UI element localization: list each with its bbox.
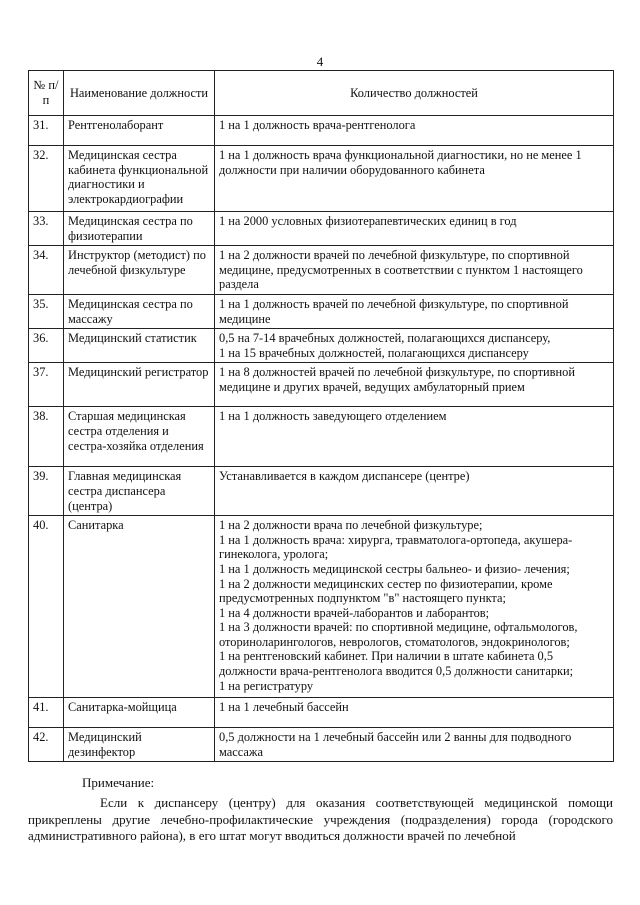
row-number: 40. xyxy=(29,516,64,698)
quantity-line: 1 на 1 должность врача-рентгенолога xyxy=(219,118,416,132)
header-num: № п/п xyxy=(29,71,64,116)
position-name: Рентгенолаборант xyxy=(64,116,215,146)
table-row xyxy=(29,407,614,467)
quantity-line: 1 на 1 должность медицинской сестры бальнео- и физио- лечения; xyxy=(219,561,570,576)
quantity-line: 1 на 4 должности врачей-лаборантов и лаборантов; xyxy=(219,605,490,620)
position-name: Медицинская сестра по физиотерапии xyxy=(64,212,215,246)
position-name: Старшая медицинская сестра отделения и сестра-хозяйка отделения xyxy=(64,407,215,467)
position-quantity xyxy=(215,407,614,467)
table-row xyxy=(29,294,614,328)
quantity-line: 1 на 2 должности врачей по лечебной физкультуре, по спортивной медицине, предусмотренных в соответствии с пунктом 1 настоящего раздела xyxy=(219,248,583,292)
position-name: Санитарка xyxy=(64,516,215,698)
quantity-line: 1 на 8 должностей врачей по лечебной физкультуре, по спортивной медицине и других врачей, ведущих амбулаторный прием xyxy=(219,365,575,394)
position-quantity xyxy=(215,698,614,728)
position-name: Главная медицинская сестра диспансера (центра) xyxy=(64,467,215,516)
position-name: Медицинский статистик xyxy=(64,329,215,363)
position-name: Санитарка-мойщица xyxy=(64,698,215,728)
position-quantity xyxy=(215,246,614,295)
row-number: 32. xyxy=(29,146,64,212)
position-quantity xyxy=(215,467,614,516)
position-name: Медицинская сестра кабинета функциональной диагностики и электрокардиографии xyxy=(64,146,215,212)
row-number: 38. xyxy=(29,407,64,467)
position-quantity xyxy=(215,728,614,762)
row-number: 31. xyxy=(29,116,64,146)
row-number: 33. xyxy=(29,212,64,246)
quantity-line: 0,5 на 7-14 врачебных должностей, полагающихся диспансеру, xyxy=(219,331,551,346)
position-quantity xyxy=(215,363,614,407)
row-number: 35. xyxy=(29,294,64,328)
table-row xyxy=(29,329,614,363)
table-row xyxy=(29,363,614,407)
position-name: Медицинская сестра по массажу xyxy=(64,294,215,328)
position-quantity xyxy=(215,146,614,212)
table-row xyxy=(29,212,614,246)
quantity-line: 1 на 2 должности медицинских сестер по физиотерапии, кроме предусмотренных подпунктом "в" настоящего пункта; xyxy=(219,576,553,606)
table-row xyxy=(29,728,614,762)
page-number: 4 xyxy=(316,54,324,69)
quantity-line: 1 на 1 должность врача функциональной диагностики, но не менее 1 должности при наличии оборудованного кабинета xyxy=(219,148,582,177)
position-quantity xyxy=(215,212,614,246)
position-name: Медицинский дезинфектор xyxy=(64,728,215,762)
table-header-row xyxy=(29,71,614,116)
quantity-line: 1 на 1 должность заведующего отделением xyxy=(219,409,447,424)
table-row xyxy=(29,467,614,516)
row-number: 41. xyxy=(29,698,64,728)
table-row xyxy=(29,698,614,728)
position-quantity xyxy=(215,294,614,328)
header-qty: Количество должностей xyxy=(215,71,614,116)
quantity-line: 0,5 должности на 1 лечебный бассейн или 2 ванны для подводного массажа xyxy=(219,730,572,759)
table-row xyxy=(29,116,614,146)
header-name: Наименование должности xyxy=(64,71,215,116)
row-number: 39. xyxy=(29,467,64,516)
note-paragraph: Если к диспансеру (центру) для оказания соответствующей медицинской помощи прикреплены другие лечебно-профилактические учреждения (подразделения) города (городского административного района), в его штат могут вводиться должности врачей по лечебной xyxy=(28,795,613,843)
quantity-line: 1 на 1 лечебный бассейн xyxy=(219,700,349,715)
table-row xyxy=(29,246,614,295)
position-name: Инструктор (методист) по лечебной физкультуре xyxy=(64,246,215,295)
row-number: 42. xyxy=(29,728,64,762)
row-number: 34. xyxy=(29,246,64,295)
position-quantity xyxy=(215,516,614,698)
position-quantity xyxy=(215,116,614,146)
table-row xyxy=(29,516,614,698)
staffing-table xyxy=(28,70,614,762)
quantity-line: 1 на регистратуру xyxy=(219,678,314,693)
row-number: 37. xyxy=(29,363,64,407)
quantity-line: 1 на 2000 условных физиотерапевтических единиц в год xyxy=(219,214,517,228)
position-quantity xyxy=(215,329,614,363)
quantity-line: 1 на 1 должность врача: хирурга, травматолога-ортопеда, акушера-гинеколога, уролога; xyxy=(219,532,573,562)
quantity-line: 1 на 1 должность врачей по лечебной физкультуре, по спортивной медицине xyxy=(219,296,569,326)
row-number: 36. xyxy=(29,329,64,363)
quantity-line: 1 на рентгеновский кабинет. При наличии в штате кабинета 0,5 должности врача-рентгенолога вводится 0,5 должности санитарки; xyxy=(219,649,574,679)
note-title: Примечание: xyxy=(82,775,155,790)
position-name: Медицинский регистратор xyxy=(64,363,215,407)
quantity-line: 1 на 15 врачебных должностей, полагающихся диспансеру xyxy=(219,345,529,360)
quantity-line: Устанавливается в каждом диспансере (центре) xyxy=(219,469,470,484)
table-row xyxy=(29,146,614,212)
quantity-line: 1 на 2 должности врача по лечебной физкультуре; xyxy=(219,518,483,533)
quantity-line: 1 на 3 должности врачей: по спортивной медицине, офтальмологов, оториноларингологов, неврологов, стоматологов, эндокринологов; xyxy=(219,620,578,649)
